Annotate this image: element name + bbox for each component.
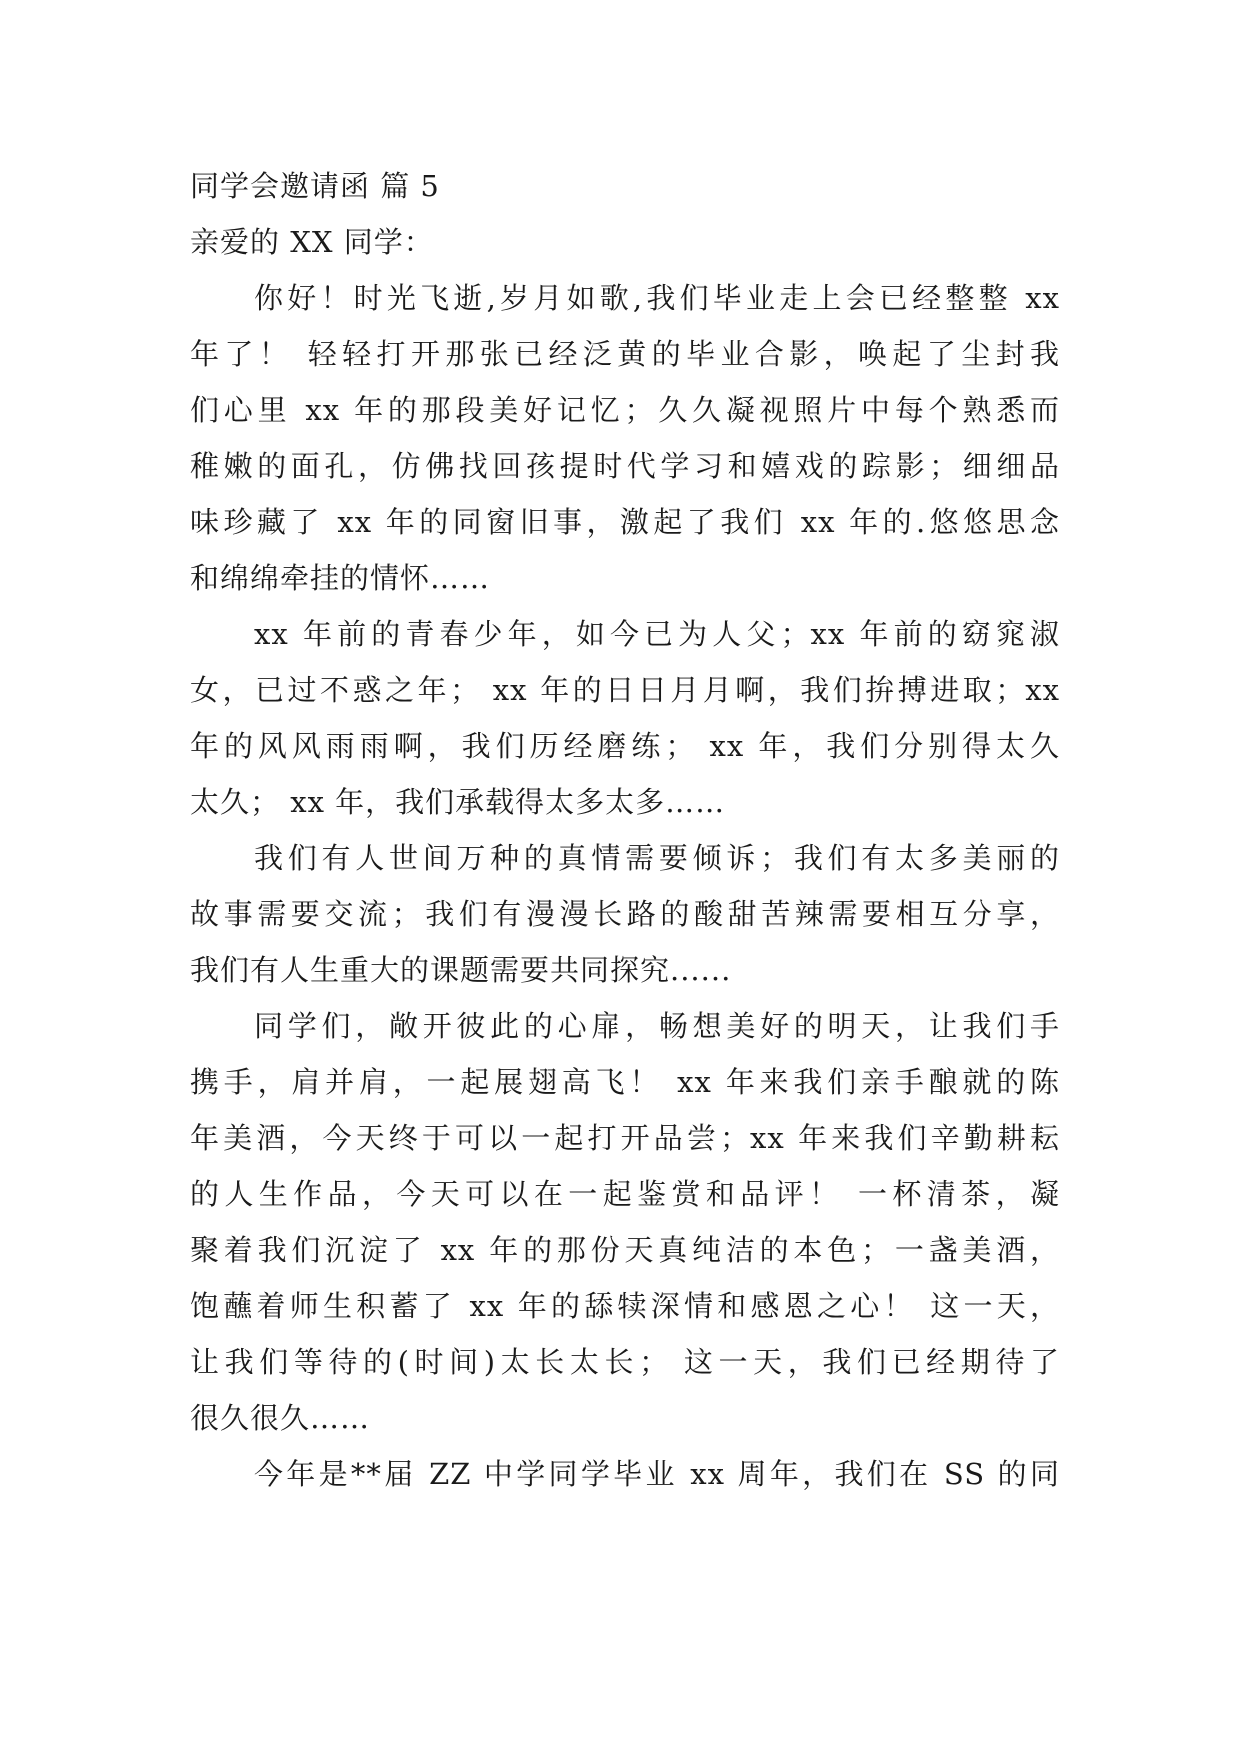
paragraph-line: 年了！ 轻轻打开那张已经泛黄的毕业合影，唤起了尘封我	[190, 337, 1060, 371]
paragraph-line: 女，已过不惑之年； xx 年的日日月月啊，我们拚搏进取；xx	[190, 673, 1060, 707]
paragraph-line: 让我们等待的(时间)太长太长； 这一天，我们已经期待了	[190, 1345, 1060, 1379]
paragraph-line: 和绵绵牵挂的情怀……	[190, 561, 491, 595]
paragraph-line: 饱蘸着师生积蓄了 xx 年的舔犊深情和感恩之心！ 这一天，	[190, 1289, 1060, 1323]
paragraph-line: 的人生作品，今天可以在一起鉴赏和品评！ 一杯清茶，凝	[190, 1177, 1060, 1211]
salutation: 亲爱的 XX 同学：	[190, 225, 434, 259]
paragraph-line: 聚着我们沉淀了 xx 年的那份天真纯洁的本色；一盏美酒，	[190, 1233, 1060, 1267]
paragraph-line: 年美酒，今天终于可以一起打开品尝；xx 年来我们辛勤耕耘	[190, 1121, 1060, 1155]
paragraph-line: 味珍藏了 xx 年的同窗旧事，激起了我们 xx 年的.悠悠思念	[190, 505, 1060, 539]
paragraph-line: 你好！时光飞逝,岁月如歌,我们毕业走上会已经整整 xx	[254, 281, 1060, 315]
document-body	[190, 158, 1060, 1502]
paragraph-line: 年的风风雨雨啊，我们历经磨练； xx 年，我们分别得太久	[190, 729, 1060, 763]
paragraph-3	[190, 830, 1060, 998]
paragraph-1	[190, 270, 1060, 606]
document-title: 同学会邀请函 篇 5	[190, 169, 440, 203]
paragraph-5	[190, 1446, 1060, 1502]
paragraph-line: xx 年前的青春少年，如今已为人父；xx 年前的窈窕淑	[254, 617, 1060, 651]
paragraph-line: 稚嫩的面孔，仿佛找回孩提时代学习和嬉戏的踪影；细细品	[190, 449, 1060, 483]
paragraph-line: 携手，肩并肩，一起展翅高飞！ xx 年来我们亲手酿就的陈	[190, 1065, 1060, 1099]
paragraph-line: 我们有人世间万种的真情需要倾诉；我们有太多美丽的	[254, 841, 1060, 875]
paragraph-2	[190, 606, 1060, 830]
paragraph-line: 很久很久……	[190, 1401, 371, 1435]
paragraph-line: 同学们，敞开彼此的心扉，畅想美好的明天，让我们手	[254, 1009, 1060, 1043]
paragraph-4	[190, 998, 1060, 1446]
paragraph-line: 太久； xx 年，我们承载得太多太多……	[190, 785, 726, 819]
paragraph-line: 今年是**届 ZZ 中学同学毕业 xx 周年，我们在 SS 的同	[254, 1457, 1060, 1491]
paragraph-line: 故事需要交流；我们有漫漫长路的酸甜苦辣需要相互分享，	[190, 897, 1060, 931]
paragraph-line: 我们有人生重大的课题需要共同探究......	[190, 953, 732, 987]
paragraph-line: 们心里 xx 年的那段美好记忆；久久凝视照片中每个熟悉而	[190, 393, 1060, 427]
